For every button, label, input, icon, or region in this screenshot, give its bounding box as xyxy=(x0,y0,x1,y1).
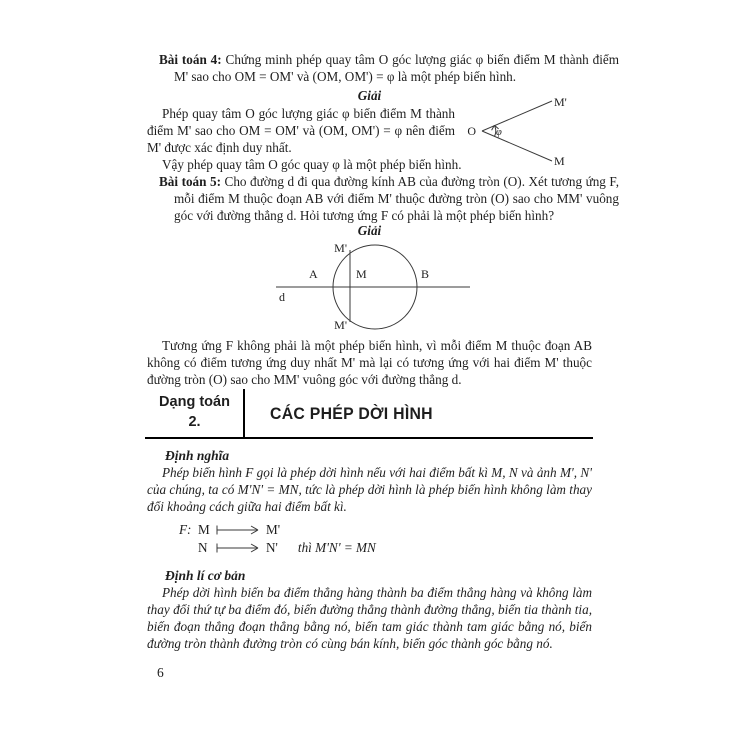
point-label-m-prime-bottom: M' xyxy=(334,318,347,332)
point-label-m-prime: M' xyxy=(554,95,567,109)
mapping-conclusion: thì M'N' = MN xyxy=(297,540,376,555)
theorem-body: Phép dời hình biến ba điểm thẳng hàng thành ba điểm thẳng hàng và không làm thay đổi thứ tự ba điểm đó, biến đường thẳng thành đường thẳng, biến tia thành tia, biến đoạn thẳng đoạn thẳng bằng nó, biến tam giác thành tam giác bằng nó, biến đường tròn thành đường tròn có cùng bán kính, biến góc thành góc bằng nó. xyxy=(147,585,592,651)
maps-to-arrow-icon xyxy=(215,524,263,536)
mapping-point-m: M xyxy=(198,522,210,537)
circle-figure xyxy=(265,240,480,337)
theorem-heading: Định lí cơ bản xyxy=(165,568,246,583)
solution-heading-1: Giải xyxy=(357,88,382,103)
point-label-b: B xyxy=(421,267,430,281)
page-number: 6 xyxy=(157,665,164,680)
problem-5-statement xyxy=(147,173,619,224)
mapping-point-n: N xyxy=(198,540,208,555)
section-divider-horizontal xyxy=(145,437,593,439)
maps-to-arrow-icon xyxy=(215,542,263,554)
point-label-a: A xyxy=(309,267,318,281)
point-label-m-prime-top: M' xyxy=(334,241,347,255)
line-label-d: d xyxy=(279,290,285,304)
problem-5-label: Bài toán 5: xyxy=(159,174,221,189)
problem-4-text: Chứng minh phép quay tâm O góc lượng giác φ biến điểm M thành điểm M' sao cho OM = OM' và (OM, OM') = φ là một phép biến hình. xyxy=(174,52,619,84)
mapping-f-label: F: xyxy=(179,522,192,537)
point-label-m: M xyxy=(554,154,565,168)
solution-heading-2: Giải xyxy=(357,223,382,238)
definition-body: Phép biến hình F gọi là phép dời hình nếu với hai điểm bất kì M, N và ảnh M', N' của chúng, ta có M'N' = MN, tức là phép dời hình là phép biến hình không làm thay đổi khoảng cách giữa hai điểm bất kì. xyxy=(147,465,592,514)
mapping-point-m-prime: M' xyxy=(266,522,281,537)
section-type-label-line2: 2. xyxy=(188,414,201,430)
section-type-label-line1: Dạng toán xyxy=(159,394,230,410)
problem-5-conclusion: Tương ứng F không phải là một phép biến hình, vì mỗi điểm M thuộc đoạn AB không có điểm tương ứng duy nhất M' mà lại có tương ứng với hai điểm M' thuộc đường tròn (O) sao cho MM' vuông góc với đường thẳng d. xyxy=(147,338,592,387)
problem-4-label: Bài toán 4: xyxy=(159,52,222,67)
point-label-o: O xyxy=(467,124,476,138)
problem-4-conclusion: Vậy phép quay tâm O góc quay φ là một phép biến hình. xyxy=(162,157,462,172)
section-divider-vertical xyxy=(243,389,245,437)
definition-heading: Định nghĩa xyxy=(165,448,230,463)
problem-5-text: Cho đường d đi qua đường kính AB của đường tròn (O). Xét tương ứng F, mỗi điểm M thuộc đoạn AB với điểm M' thuộc đường tròn (O) sao cho MM' vuông góc với đường thẳng d. Hỏi tương ứng F có phải là một phép biến hình? xyxy=(174,174,619,223)
section-title: CÁC PHÉP DỜI HÌNH xyxy=(270,404,433,423)
mapping-point-n-prime: N' xyxy=(266,540,278,555)
point-label-m-center: M xyxy=(356,267,367,281)
section-type-label xyxy=(147,392,242,432)
angle-label-phi: φ xyxy=(496,127,502,138)
problem-4-statement xyxy=(147,51,619,85)
mapping-figure xyxy=(179,521,376,557)
problem-4-solution-paragraph: Phép quay tâm O góc lượng giác φ biến điểm M thành điểm M' sao cho OM = OM' và (OM, OM') = φ nên điểm M' được xác định duy nhất. xyxy=(147,106,455,155)
